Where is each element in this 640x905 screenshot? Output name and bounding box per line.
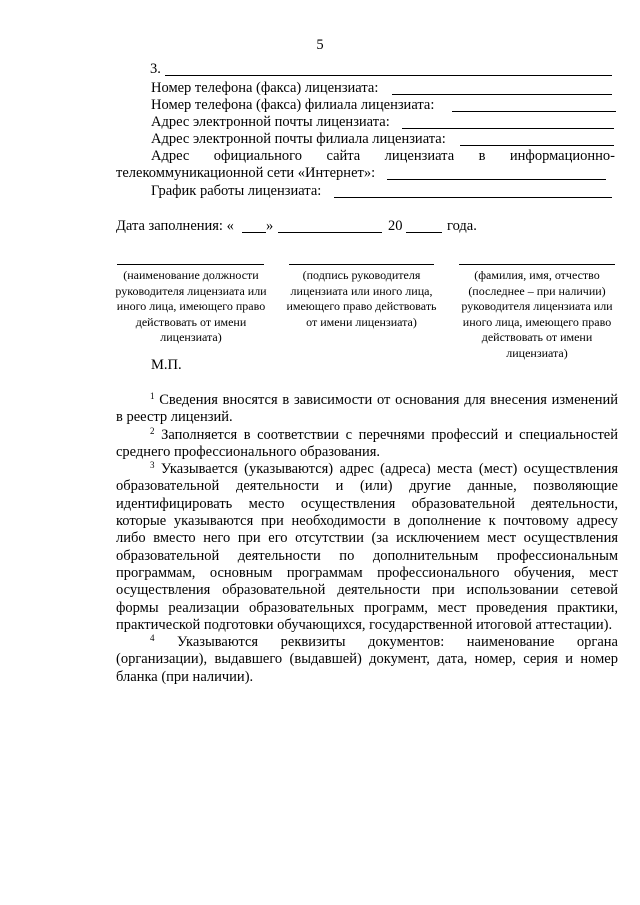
footnote-3 (116, 461, 618, 634)
date-year-prefix: 20 (388, 218, 403, 234)
schedule-label: График работы лицензиата: (151, 183, 322, 199)
footnote-mark: 4 (150, 633, 155, 644)
website-label-line1: Адрес официального сайта лицензиата в информационно- (151, 148, 615, 164)
footnote-text: Сведения вносятся в зависимости от основания для внесения изменений в реестр лицензий. (116, 392, 618, 426)
email-branch-line (460, 145, 614, 146)
date-day-line (242, 232, 266, 233)
date-year-line (406, 232, 442, 233)
signature-caption-position: (наименование должности руководителя лицензиата или иного лица, имеющего право действовать от имени лицензиата) (115, 268, 267, 344)
stamp-label: М.П. (151, 357, 182, 373)
footnote-text: Указывается (указываются) адрес (адреса) места (мест) осуществления образовательной деятельности и (или) другие данные, позволяющие идентифицировать место осуществления образовательной деятельности, которые указываются при необходимости в дополнение к почтовому адресу либо вместо него при его отсутствии (за исключением мест осуществления образовательной деятельности по дополнительным профессиональным программам, основным программам профессионального обучения, мест осуществления образовательной деятельности при использовании сетевой формы реализации образовательных программ, мест проведения практики, практической подготовки обучающихся, государственной итоговой аттестации). (116, 461, 619, 633)
footnote-mark: 1 (150, 391, 155, 401)
signature-caption-fullname: (фамилия, имя, отчество (последнее – при наличии) руководителя лицензиата или иного лица, имеющего право действовать от имени лицензиата) (461, 268, 613, 360)
phone-licensee-label: Номер телефона (факса) лицензиата: (151, 80, 379, 96)
email-licensee-label: Адрес электронной почты лицензиата: (151, 114, 390, 130)
signature-line-fullname (459, 264, 615, 265)
footnote-1 (116, 392, 618, 427)
footnote-mark: 3 (150, 460, 155, 471)
phone-licensee-line (392, 94, 612, 95)
date-close-quote: » (266, 218, 274, 234)
item-3-label: 3. (150, 61, 161, 77)
footnote-text: Заполняется в соответствии с перечнями профессий и специальностей среднего профессионального образования. (116, 426, 618, 460)
website-label-line2: телекоммуникационной сети «Интернет»: (116, 165, 376, 181)
signature-line-signature (289, 264, 434, 265)
footnote-mark: 2 (150, 425, 155, 436)
footnotes (116, 392, 618, 686)
date-label: Дата заполнения: « (116, 218, 234, 234)
email-branch-label: Адрес электронной почты филиала лицензиата: (151, 131, 446, 147)
footnote-2 (116, 427, 618, 462)
signature-caption-signature: (подпись руководителя лицензиата или иного лица, имеющего право действовать от имени лицензиата) (286, 268, 437, 329)
phone-branch-label: Номер телефона (факса) филиала лицензиата: (151, 97, 435, 113)
footnote-text: Указываются реквизиты документов: наименование органа (организации), выдавшего (выдавшей) документ, дата, номер, серия и номер бланка (при наличии). (116, 634, 618, 685)
phone-branch-line (452, 111, 616, 112)
page-number: 5 (316, 37, 324, 53)
email-licensee-line (402, 128, 614, 129)
schedule-line (334, 197, 612, 198)
date-month-line (278, 232, 382, 233)
footnote-4 (116, 634, 618, 686)
date-year-suffix: года. (447, 218, 477, 234)
signature-line-position (117, 264, 264, 265)
item-3-line (165, 75, 612, 76)
website-line (387, 179, 606, 180)
